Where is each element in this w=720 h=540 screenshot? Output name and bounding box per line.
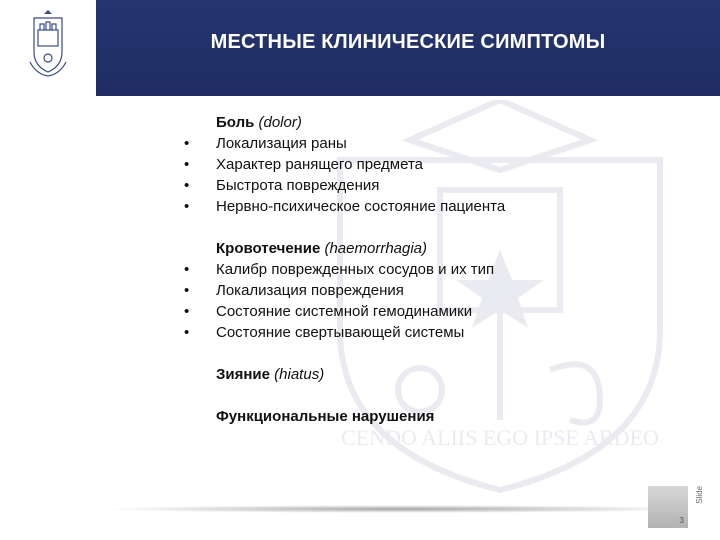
heading-latin: (haemorrhagia) [324,240,428,257]
heading-text: Функциональные нарушения [216,408,435,425]
slide-content [180,112,600,427]
section-heading-dysfunction [180,406,600,427]
heading-text: Кровотечение [216,240,321,257]
heading-latin: (dolor) [258,114,302,131]
list-item: • Локализация повреждения [180,280,600,301]
footer-shadow [100,505,700,513]
university-logo [0,0,97,96]
university-crest-icon [0,0,96,96]
slide-number: 3 [679,516,684,525]
list-item: • Состояние системной гемодинамики [180,301,600,322]
list-item: • Состояние свертывающей системы [180,322,600,343]
heading-text: Зияние [216,366,270,383]
svg-text:CENDO ALIIS EGO IPSE ARDEO: CENDO ALIIS EGO IPSE ARDEO [341,425,659,450]
section-heading-gaping [180,364,600,385]
list-item: • Локализация раны [180,133,600,154]
list-item: • Нервно-психическое состояние пациента [180,196,600,217]
list-item: • Характер ранящего предмета [180,154,600,175]
slide-label: Slide [695,486,704,504]
heading-text: Боль [216,114,255,131]
list-item: • Быстрота повреждения [180,175,600,196]
slide-title: МЕСТНЫЕ КЛИНИЧЕСКИЕ СИМПТОМЫ [210,31,606,53]
heading-latin: (hiatus) [274,366,325,383]
section-heading-pain [180,112,600,133]
slide-number-box [648,486,688,528]
title-bar [96,0,720,96]
slide-header [0,0,720,96]
section-heading-bleeding [180,238,600,259]
list-item: • Калибр поврежденных сосудов и их тип [180,259,600,280]
